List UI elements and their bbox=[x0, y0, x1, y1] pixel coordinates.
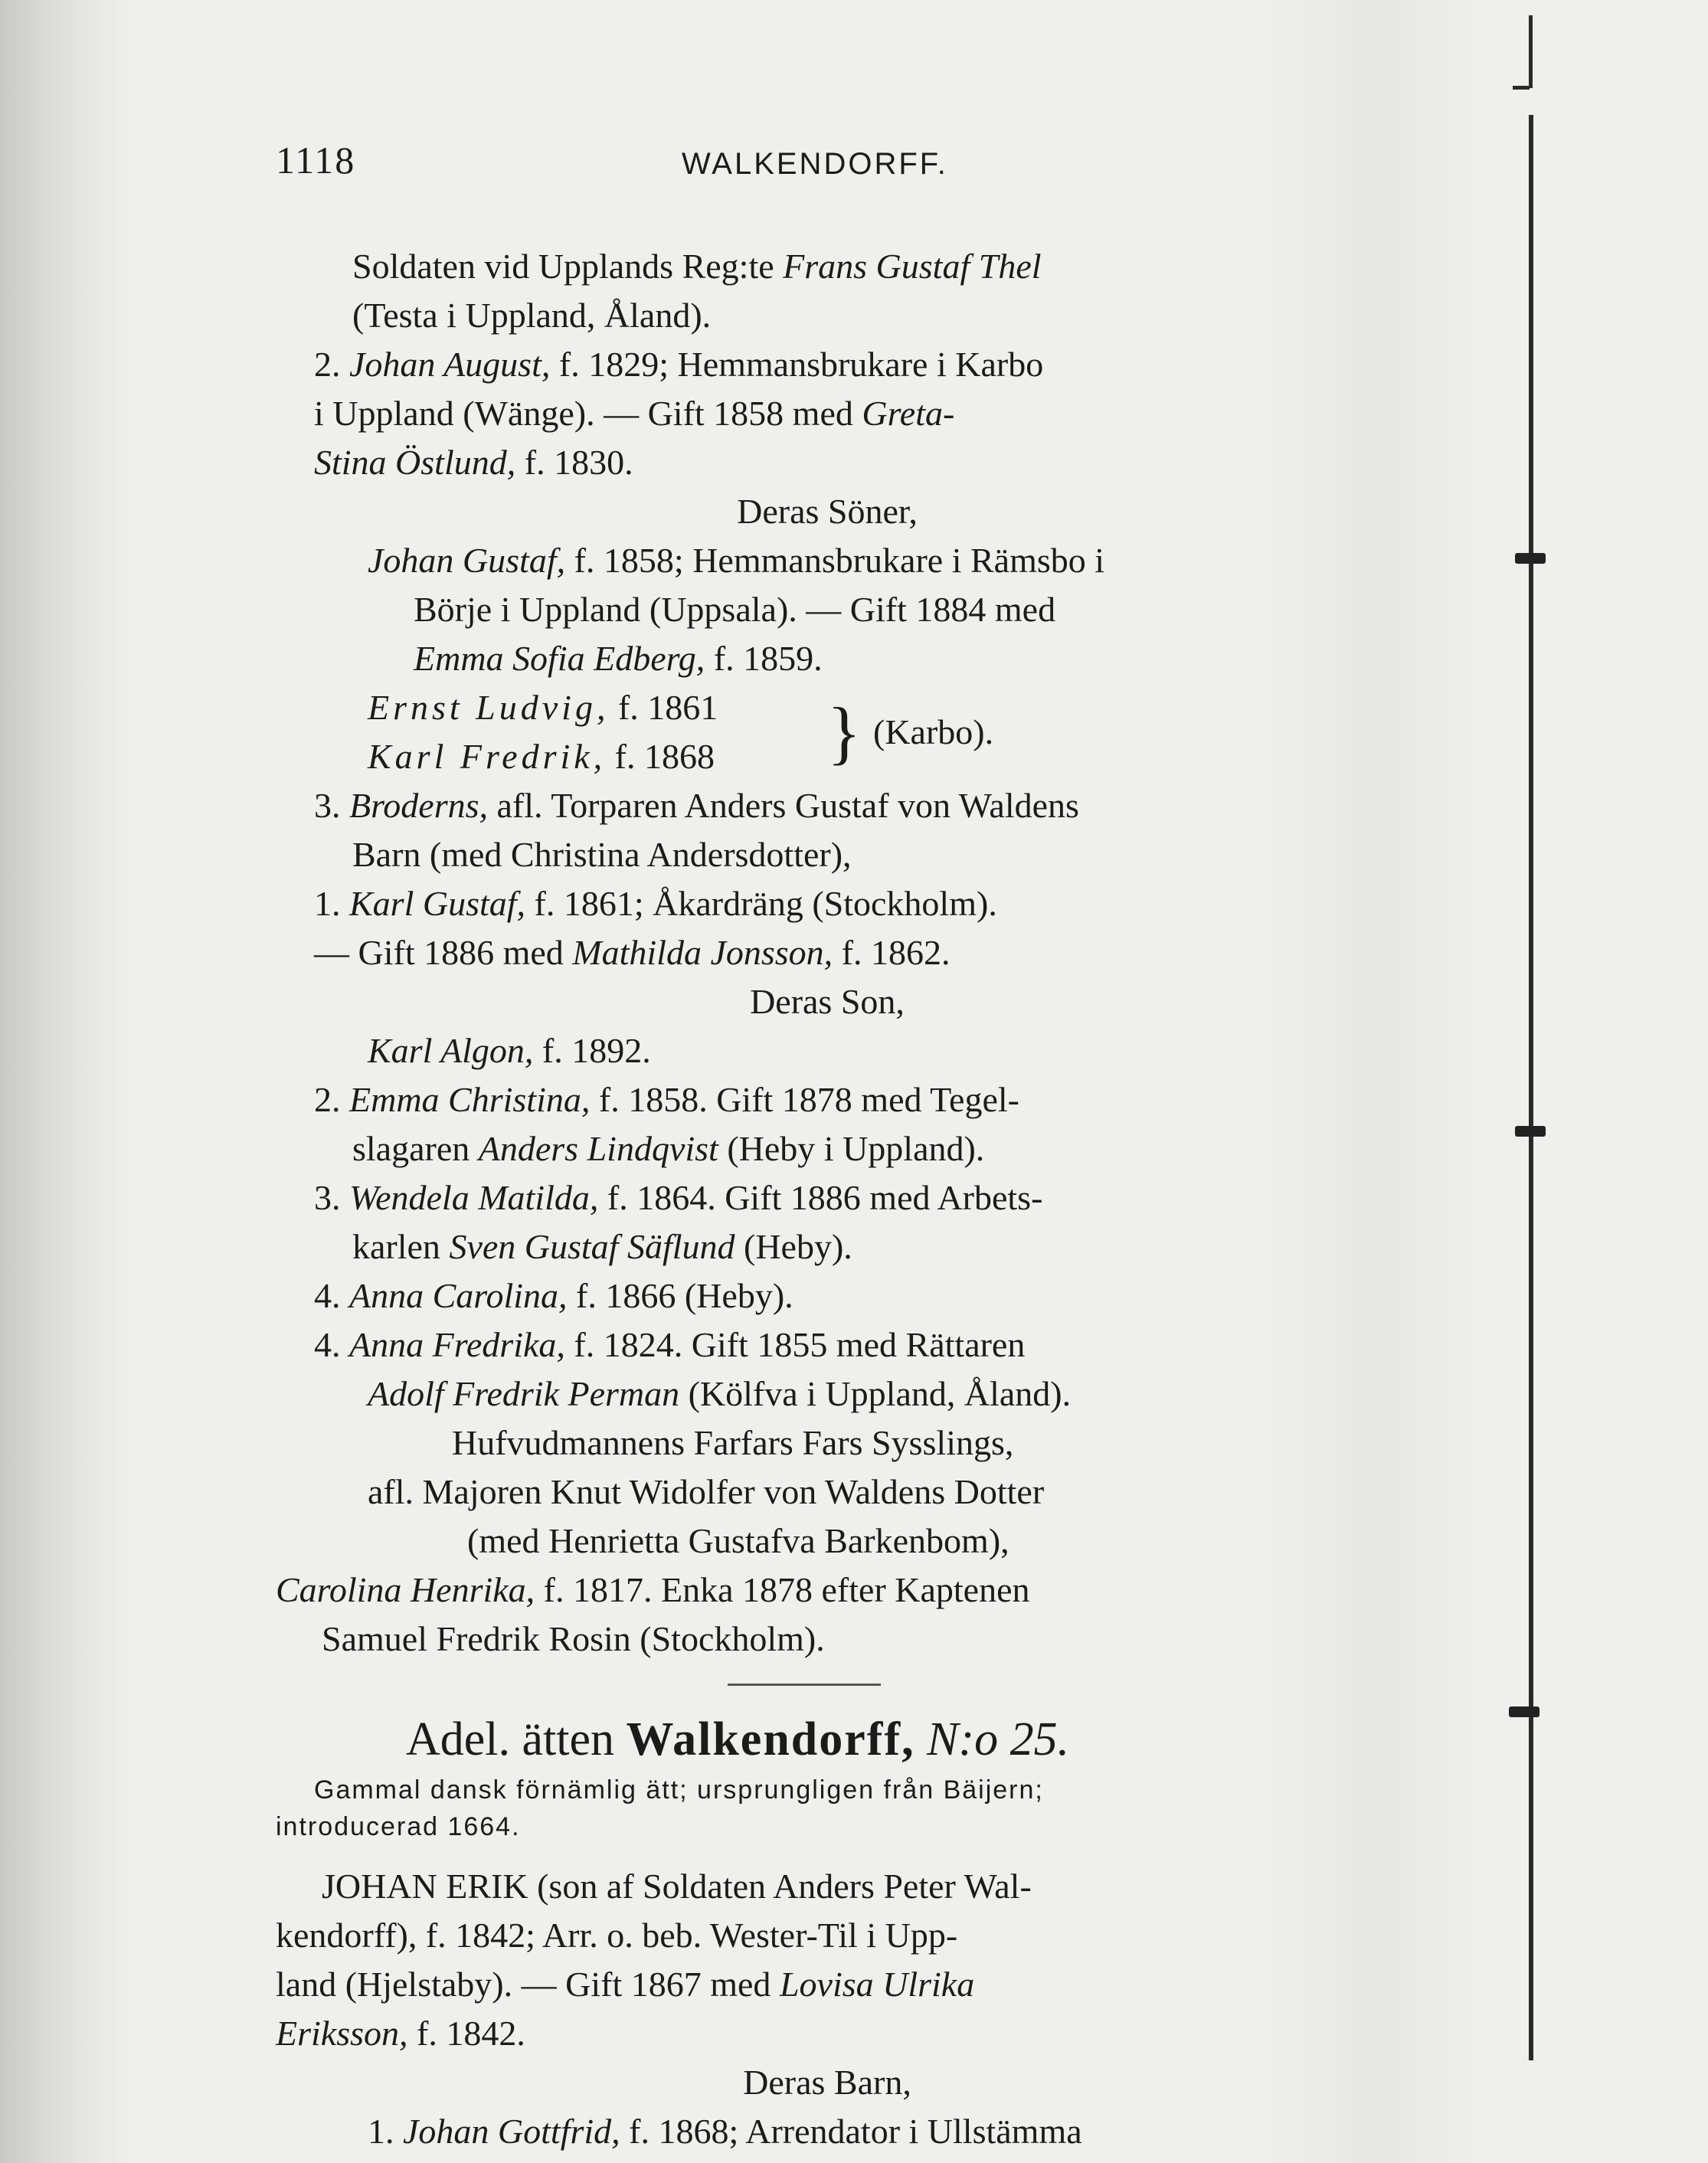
italic-name: Stina Östlund, bbox=[314, 443, 516, 482]
section-title: Adel. ätten Walkendorff, N:o 25. bbox=[406, 1713, 1070, 1765]
edge-mark bbox=[1515, 553, 1546, 564]
text-run: Deras Söner, bbox=[737, 492, 918, 531]
italic-name: Johan Gottfrid, bbox=[403, 2112, 620, 2151]
text-line bbox=[276, 2009, 1379, 2058]
text-run: 1. bbox=[368, 2112, 403, 2151]
text-line bbox=[276, 1075, 1379, 1124]
text-line bbox=[276, 879, 1379, 928]
italic-name: Adolf Fredrik Perman bbox=[368, 1374, 680, 1413]
page-edge-line bbox=[1529, 15, 1533, 88]
text-line bbox=[276, 1124, 1379, 1173]
italic-name: Wendela Matilda, bbox=[349, 1178, 599, 1217]
text-line bbox=[276, 1369, 1379, 1419]
edge-mark bbox=[1509, 1707, 1539, 1717]
text-line bbox=[276, 1566, 1379, 1615]
text-run: 2. bbox=[314, 1080, 349, 1119]
italic-name: Karl Algon, bbox=[368, 1031, 534, 1070]
text-run: 4. bbox=[314, 1325, 349, 1364]
text-line bbox=[276, 1271, 1379, 1320]
text-run: karlen bbox=[352, 1227, 450, 1266]
brace-group bbox=[276, 683, 1379, 781]
text-run: (Testa i Uppland, Åland). bbox=[352, 296, 712, 335]
text-line bbox=[276, 781, 1379, 830]
italic-name: Frans Gustaf Thel bbox=[783, 247, 1042, 286]
text-run: i Uppland (Wänge). — Gift 1858 med bbox=[314, 394, 862, 433]
text-run: Börje i Uppland (Uppsala). — Gift 1884 med bbox=[414, 590, 1056, 629]
brace-note: (Karbo). bbox=[873, 712, 994, 751]
italic-name: Johan August, bbox=[349, 345, 551, 384]
text-run: afl. Majoren Knut Widolfer von Waldens Dotter bbox=[368, 1472, 1045, 1511]
text-line bbox=[276, 1911, 1379, 1960]
italic-name: Emma Sofia Edberg, bbox=[414, 639, 705, 678]
text-run: Deras Barn, bbox=[743, 2063, 911, 2102]
page-number: 1118 bbox=[276, 139, 356, 182]
italic-name: Carolina Henrika, bbox=[276, 1570, 535, 1609]
running-head: WALKENDORFF. bbox=[682, 147, 948, 181]
text-line bbox=[276, 1517, 1379, 1566]
page-header bbox=[276, 138, 1379, 199]
italic-name: Karl Gustaf, bbox=[349, 884, 526, 923]
italic-name: Mathilda Jonsson, bbox=[572, 933, 833, 972]
italic-name: Anna Carolina, bbox=[349, 1276, 568, 1315]
text-run: — Gift 1886 med bbox=[314, 933, 573, 972]
text-line bbox=[276, 2058, 1379, 2107]
text-run: f. 1868; Arrendator i Ullstämma bbox=[620, 2112, 1082, 2151]
text-run: f. 1858. Gift 1878 med Tegel- bbox=[590, 1080, 1019, 1119]
text-run: (med Henrietta Gustafva Barkenbom), bbox=[467, 1521, 1009, 1560]
text-run: JOHAN ERIK (son af Soldaten Anders Peter Wal- bbox=[322, 1867, 1032, 1906]
text-line bbox=[276, 585, 1379, 634]
text-run: 4. bbox=[314, 1276, 349, 1315]
text-run: f. 1866 (Heby). bbox=[567, 1276, 793, 1315]
text-run: 3. bbox=[314, 786, 349, 825]
italic-name: Broderns, bbox=[349, 786, 489, 825]
text-line bbox=[276, 291, 1379, 340]
italic-name: Eriksson, bbox=[276, 2014, 408, 2053]
text-line bbox=[276, 438, 1379, 487]
text-run: f. 1892. bbox=[533, 1031, 651, 1070]
body-text bbox=[276, 242, 1379, 2156]
text-run: f. 1824. Gift 1855 med Rättaren bbox=[564, 1325, 1026, 1364]
text-run: slagaren bbox=[352, 1129, 479, 1168]
text-run: kendorff), f. 1842; Arr. o. beb. Wester-Til i Upp- bbox=[276, 1916, 958, 1955]
text-line bbox=[276, 340, 1379, 389]
text-run: f. 1842. bbox=[407, 2014, 525, 2053]
text-line bbox=[276, 1862, 1379, 1911]
italic-name: Lovisa Ulrika bbox=[779, 1965, 975, 2004]
text-line bbox=[276, 242, 1379, 291]
text-run: f. 1861; Åkardräng (Stockholm). bbox=[525, 884, 997, 923]
text-line bbox=[276, 536, 1379, 585]
italic-name: Greta- bbox=[862, 394, 955, 433]
text-run: afl. Torparen Anders Gustaf von Waldens bbox=[488, 786, 1079, 825]
text-run: land (Hjelstaby). — Gift 1867 med bbox=[276, 1965, 780, 2004]
text-line bbox=[276, 1026, 1379, 1075]
text-run: 1. bbox=[314, 884, 349, 923]
italic-name: Johan Gustaf, bbox=[368, 541, 566, 580]
text-line bbox=[276, 1320, 1379, 1369]
text-run: f. 1859. bbox=[705, 639, 823, 678]
section-divider bbox=[728, 1684, 881, 1686]
text-run: Samuel Fredrik Rosin (Stockholm). bbox=[322, 1619, 825, 1658]
italic-name: Anders Lindqvist bbox=[478, 1129, 718, 1168]
page-edge-line bbox=[1529, 115, 1533, 2060]
text-run: Barn (med Christina Andersdotter), bbox=[352, 835, 852, 874]
text-run: f. 1817. Enka 1878 efter Kaptenen bbox=[535, 1570, 1030, 1609]
text-run: (Heby). bbox=[735, 1227, 852, 1266]
text-run: Soldaten vid Upplands Reg:te bbox=[352, 247, 784, 286]
text-line bbox=[276, 1615, 1379, 1664]
gutter-shadow bbox=[0, 0, 138, 2163]
edge-tick bbox=[1513, 86, 1530, 90]
text-line bbox=[276, 830, 1379, 879]
text-run: f. 1858; Hemmansbrukare i Rämsbo i bbox=[565, 541, 1105, 580]
text-line bbox=[276, 1468, 1379, 1517]
section-subtitle: Gammal dansk förnämlig ätt; ursprungligen från Bäijern; bbox=[314, 1775, 1044, 1805]
text-run: (Heby i Uppland). bbox=[718, 1129, 985, 1168]
text-run: 3. bbox=[314, 1178, 349, 1217]
text-line bbox=[276, 928, 1379, 977]
book-page bbox=[276, 138, 1379, 2156]
edge-mark bbox=[1515, 1126, 1546, 1137]
text-run: f. 1830. bbox=[515, 443, 633, 482]
text-line bbox=[276, 2107, 1379, 2156]
italic-name: Anna Fredrika, bbox=[349, 1325, 565, 1364]
text-line bbox=[276, 1960, 1379, 2009]
brace-glyph: } bbox=[827, 693, 862, 771]
text-line bbox=[276, 1222, 1379, 1271]
text-line bbox=[276, 977, 1379, 1026]
text-line bbox=[276, 389, 1379, 438]
text-run: Hufvudmannens Farfars Fars Sysslings, bbox=[452, 1423, 1014, 1462]
text-line bbox=[276, 1173, 1379, 1222]
text-run: Deras Son, bbox=[750, 982, 905, 1021]
text-run: f. 1862. bbox=[833, 933, 951, 972]
brace-entry: Ernst Ludvig, f. 1861 bbox=[368, 688, 718, 727]
text-run: f. 1864. Gift 1886 med Arbets- bbox=[598, 1178, 1043, 1217]
brace-entry: Karl Fredrik, f. 1868 bbox=[368, 737, 715, 776]
section-subtitle: introducerad 1664. bbox=[276, 1812, 521, 1841]
text-line bbox=[276, 634, 1379, 683]
text-run: 2. bbox=[314, 345, 349, 384]
text-run: f. 1829; Hemmansbrukare i Karbo bbox=[550, 345, 1044, 384]
text-run: (Kölfva i Uppland, Åland). bbox=[679, 1374, 1072, 1413]
text-line bbox=[276, 487, 1379, 536]
text-line bbox=[276, 1419, 1379, 1468]
italic-name: Emma Christina, bbox=[349, 1080, 591, 1119]
italic-name: Sven Gustaf Säflund bbox=[449, 1227, 735, 1266]
